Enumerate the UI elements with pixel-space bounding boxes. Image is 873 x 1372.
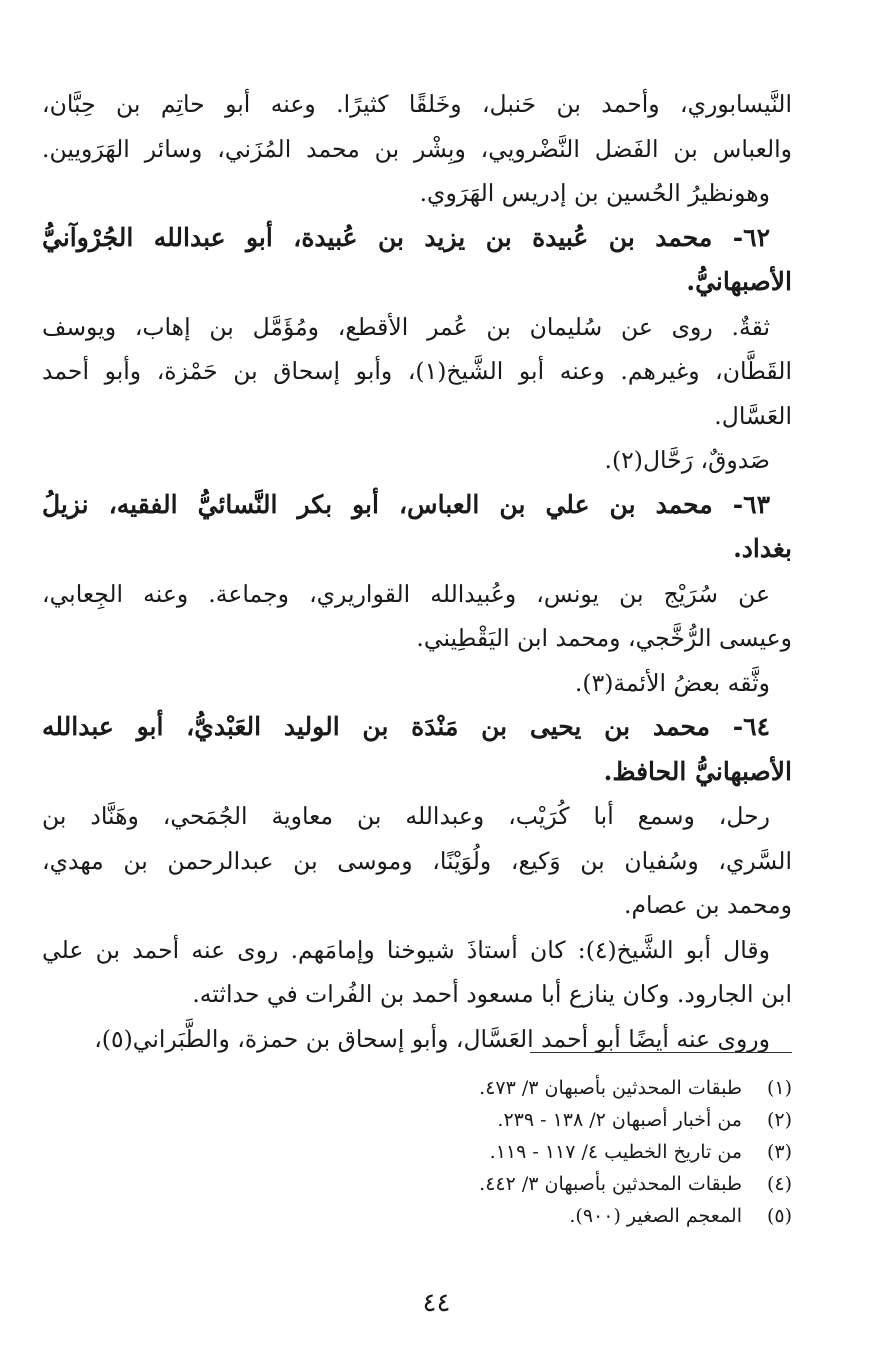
text-line: والعباس بن الفَضل النَّضْرويي، وبِشْر بن محمد المُزَني، وسائر الهَرَويين. bbox=[42, 134, 792, 163]
entry-heading: الأصبهانيُّ. bbox=[686, 267, 792, 296]
text-line: ابن الجارود. وكان ينازع أبا مسعود أحمد بن الفُرات في حداثته. bbox=[192, 980, 792, 1008]
footnote-number: (٤) bbox=[766, 1173, 792, 1195]
footnote-separator bbox=[530, 1052, 792, 1053]
footnote-text: المعجم الصغير (٩٠٠). bbox=[569, 1205, 742, 1227]
main-text bbox=[42, 82, 792, 1061]
footnotes bbox=[420, 1072, 792, 1232]
entry-heading: بغداد. bbox=[733, 534, 792, 563]
text-line: وقال أبو الشَّيخ(٤): كان أستاذَ شيوخنا وإمامَهم. روى عنه أحمد بن علي bbox=[42, 935, 770, 964]
footnote-number: (١) bbox=[766, 1077, 792, 1099]
text-line: السَّري، وسُفيان بن وَكيع، ولُوَيْنًا، وموسى بن عبدالرحمن بن مهدي، bbox=[42, 846, 792, 875]
footnote-text: من تاريخ الخطيب ٤/ ١١٧ - ١١٩. bbox=[489, 1141, 742, 1163]
text-line: النَّيسابوري، وأحمد بن حَنبل، وخَلقًا كثيرًا. وعنه أبو حاتِم بن حِبَّان، bbox=[42, 90, 792, 118]
entry-heading: الأصبهانيُّ الحافظ. bbox=[603, 756, 792, 786]
text-line: وروى عنه أيضًا أبو أحمد العَسَّال، وأبو إسحاق بن حمزة، والطَّبَراني(٥)، bbox=[94, 1024, 770, 1053]
footnote bbox=[420, 1104, 792, 1136]
footnote-number: (٣) bbox=[766, 1141, 792, 1163]
text-line: ثقةٌ. روى عن سُليمان بن عُمر الأقطع، ومُؤَمَّل بن إهاب، ويوسف bbox=[42, 312, 770, 341]
entry-heading: ٦٢- محمد بن عُبيدة بن يزيد بن عُبيدة، أبو عبدالله الجُرْوآنيُّ bbox=[42, 222, 770, 252]
footnote-number: (٢) bbox=[766, 1109, 792, 1131]
footnote-text: طبقات المحدثين بأصبهان ٣/ ٤٤٢. bbox=[479, 1173, 742, 1195]
text-line: وهونظيرُ الحُسين بن إدريس الهَرَوي. bbox=[419, 179, 770, 207]
footnote bbox=[420, 1168, 792, 1200]
text-line: رحل، وسمع أبا كُرَيْب، وعبدالله بن معاوية الجُمَحي، وهَنَّاد بن bbox=[42, 802, 770, 830]
entry-heading: ٦٣- محمد بن علي بن العباس، أبو بكر النَّسائيُّ الفقيه، نزيلُ bbox=[42, 489, 770, 519]
text-line: وثَّقه بعضُ الأئمة(٣). bbox=[574, 668, 770, 697]
text-line: ومحمد بن عصام. bbox=[624, 891, 792, 919]
footnote bbox=[420, 1136, 792, 1168]
text-line: صَدوقٌ، رَحَّال(٢). bbox=[604, 446, 770, 474]
text-line: العَسَّال. bbox=[714, 401, 792, 430]
text-line: وعيسى الرُّخَّجي، ومحمد ابن اليَقْطِيني. bbox=[416, 624, 792, 652]
footnote bbox=[420, 1072, 792, 1104]
text-line: القَطَّان، وغيرهم. وعنه أبو الشَّيخ(١)، وأبو إسحاق بن حَمْزة، وأبو أحمد bbox=[42, 357, 792, 385]
page-number: ٤٤ bbox=[422, 1288, 451, 1318]
footnote-text: طبقات المحدثين بأصبهان ٣/ ٤٧٣. bbox=[479, 1077, 742, 1099]
entry-heading: ٦٤- محمد بن يحيى بن مَنْدَة بن الوليد العَبْديُّ، أبو عبدالله bbox=[42, 712, 770, 741]
text-line: عن سُرَيْج بن يونس، وعُبيدالله القواريري، وجماعة. وعنه الجِعابي، bbox=[42, 579, 770, 608]
footnote-text: من أخبار أصبهان ٢/ ١٣٨ - ٢٣٩. bbox=[497, 1109, 742, 1131]
footnote-number: (٥) bbox=[766, 1205, 792, 1227]
footnote bbox=[420, 1200, 792, 1232]
